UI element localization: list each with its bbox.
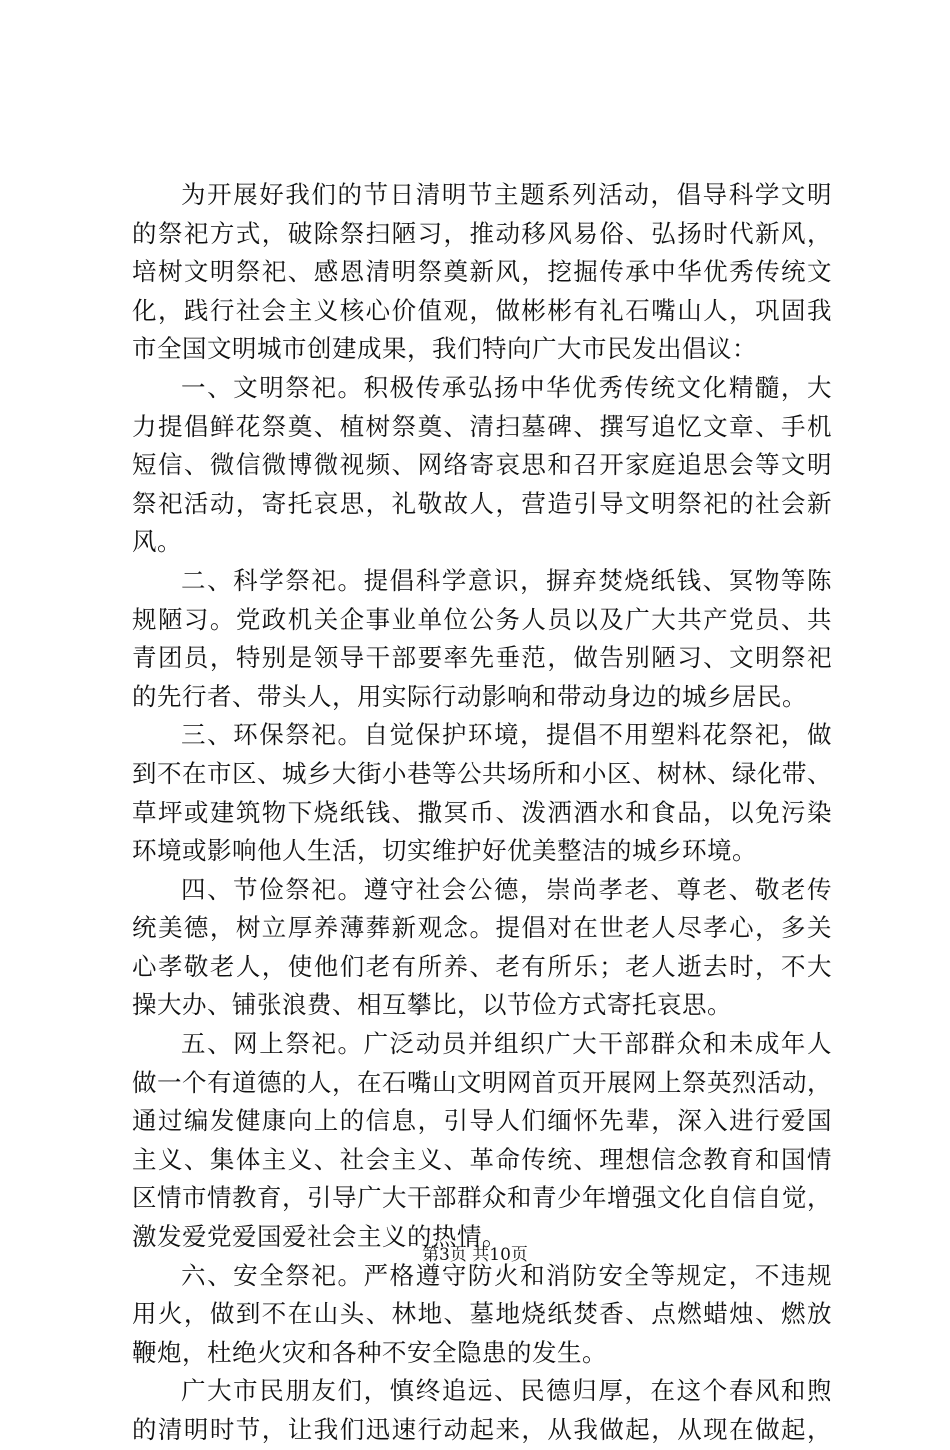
text-line: 二、科学祭祀。提倡科学意识，摒弃焚烧纸钱、冥物等陈 [181,565,832,595]
text-line: 化，践行社会主义核心价值观，做彬彬有礼石嘴山人，巩固我 [132,295,832,325]
text-line: 激发爱党爱国爱社会主义的热情。 [132,1222,507,1252]
text-line: 草坪或建筑物下烧纸钱、撒冥币、泼洒酒水和食品，以免污染 [132,797,832,827]
text-line: 三、环保祭祀。自觉保护环境，提倡不用塑料花祭祀，做 [181,720,832,750]
text-line: 用火，做到不在山头、林地、墓地烧纸焚香、点燃蜡烛、燃放 [132,1299,832,1329]
text-line: 六、安全祭祀。严格遵守防火和消防安全等规定，不违规 [181,1260,832,1290]
text-line: 市全国文明城市创建成果，我们特向广大市民发出倡议： [132,334,757,364]
page-footer: 第3页 共10页 [422,1245,528,1265]
text-line: 主义、集体主义、社会主义、革命传统、理想信念教育和国情 [132,1144,832,1174]
text-line: 环境或影响他人生活，切实维护好优美整洁的城乡环境。 [132,836,757,866]
text-line: 培树文明祭祀、感恩清明祭奠新风，挖掘传承中华优秀传统文 [132,257,832,287]
text-line: 操大办、铺张浪费、相互攀比，以节俭方式寄托哀思。 [132,990,732,1020]
text-line: 鞭炮，杜绝火灾和各种不安全隐患的发生。 [132,1337,607,1367]
text-line: 五、网上祭祀。广泛动员并组织广大干部群众和未成年人 [181,1029,832,1059]
text-line: 为开展好我们的节日清明节主题系列活动，倡导科学文明 [181,180,832,209]
text-line: 一、文明祭祀。积极传承弘扬中华优秀传统文化精髓，大 [181,372,832,402]
text-line: 力提倡鲜花祭奠、植树祭奠、清扫墓碑、撰写追忆文章、手机 [132,411,832,441]
text-line: 心孝敬老人，使他们老有所养、老有所乐；老人逝去时，不大 [132,951,832,981]
text-line: 广大市民朋友们，慎终追远、民德归厚，在这个春风和煦 [181,1376,832,1406]
text-line: 青团员，特别是领导干部要率先垂范，做告别陋习、文明祭祀 [132,643,832,673]
text-line: 规陋习。党政机关企事业单位公务人员以及广大共产党员、共 [132,604,832,634]
text-line: 统美德，树立厚养薄葬新观念。提倡对在世老人尽孝心，多关 [132,913,832,943]
text-line: 风。 [132,527,182,557]
text-line: 四、节俭祭祀。遵守社会公德，崇尚孝老、尊老、敬老传 [181,874,832,904]
text-line: 短信、微信微博微视频、网络寄哀思和召开家庭追思会等文明 [132,450,832,480]
text-line: 祭祀活动，寄托哀思，礼敬故人，营造引导文明祭祀的社会新 [132,488,832,518]
text-line: 做一个有道德的人，在石嘴山文明网首页开展网上祭英烈活动， [132,1067,832,1097]
text-line: 的祭祀方式，破除祭扫陋习，推动移风易俗、弘扬时代新风， [132,218,832,248]
text-line: 的先行者、带头人，用实际行动影响和带动身边的城乡居民。 [132,681,807,711]
text-line: 的清明时节，让我们迅速行动起来，从我做起，从现在做起， [132,1415,832,1444]
text-line: 区情市情教育，引导广大干部群众和青少年增强文化自信自觉， [132,1183,832,1213]
text-line: 通过编发健康向上的信息，引导人们缅怀先辈，深入进行爱国 [132,1106,832,1136]
text-line: 到不在市区、城乡大街小巷等公共场所和小区、树林、绿化带、 [132,758,832,788]
